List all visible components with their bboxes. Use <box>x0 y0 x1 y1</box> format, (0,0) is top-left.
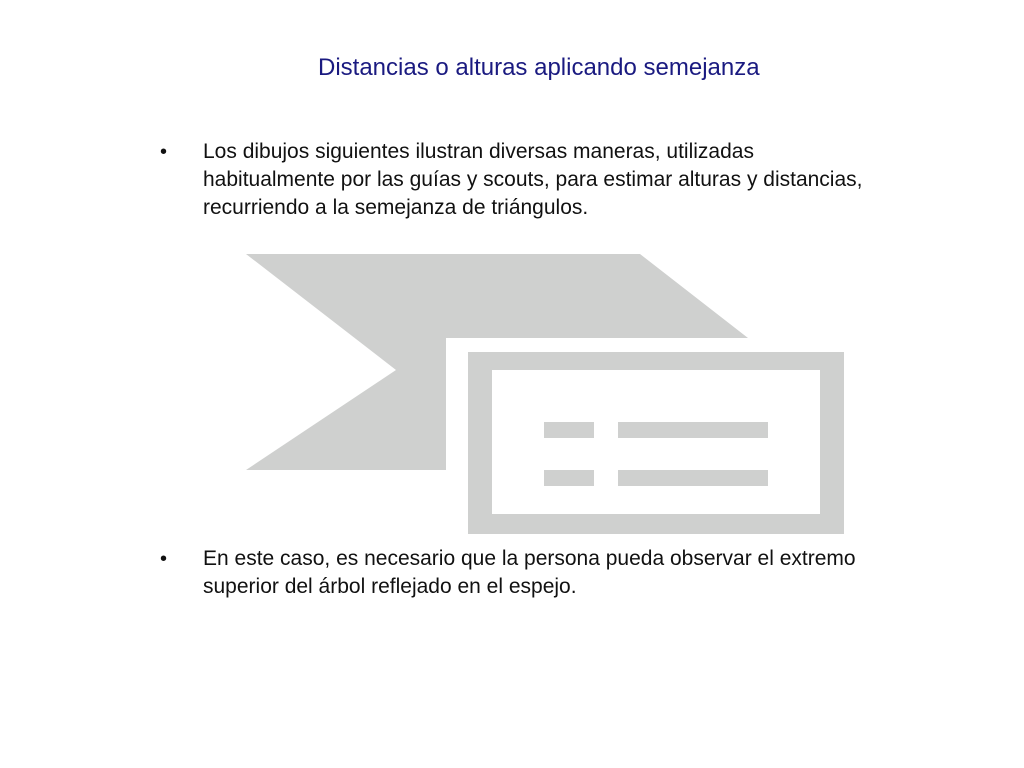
placeholder-line-long-1 <box>618 422 768 438</box>
slide-title: Distancias o alturas aplicando semejanza <box>318 54 760 81</box>
bullet-text: En este caso, es necesario que la persona pueda observar el extremo superior del árbol reflejado en el espejo. <box>203 547 856 598</box>
placeholder-line-short-1 <box>544 422 594 438</box>
placeholder-line-long-2 <box>618 470 768 486</box>
bullet-item-intro <box>160 138 880 222</box>
bullet-marker: • <box>160 548 168 570</box>
bullet-text: Los dibujos siguientes ilustran diversas maneras, utilizadas habitualmente por las guías y scouts, para estimar alturas y distancias, recurriendo a la semejanza de triángulos. <box>203 140 863 219</box>
bullet-item-mirror <box>160 545 880 601</box>
placeholder-frame-inner <box>492 370 820 514</box>
image-placeholder-icon <box>246 254 846 534</box>
bullet-marker: • <box>160 141 168 163</box>
placeholder-line-short-2 <box>544 470 594 486</box>
